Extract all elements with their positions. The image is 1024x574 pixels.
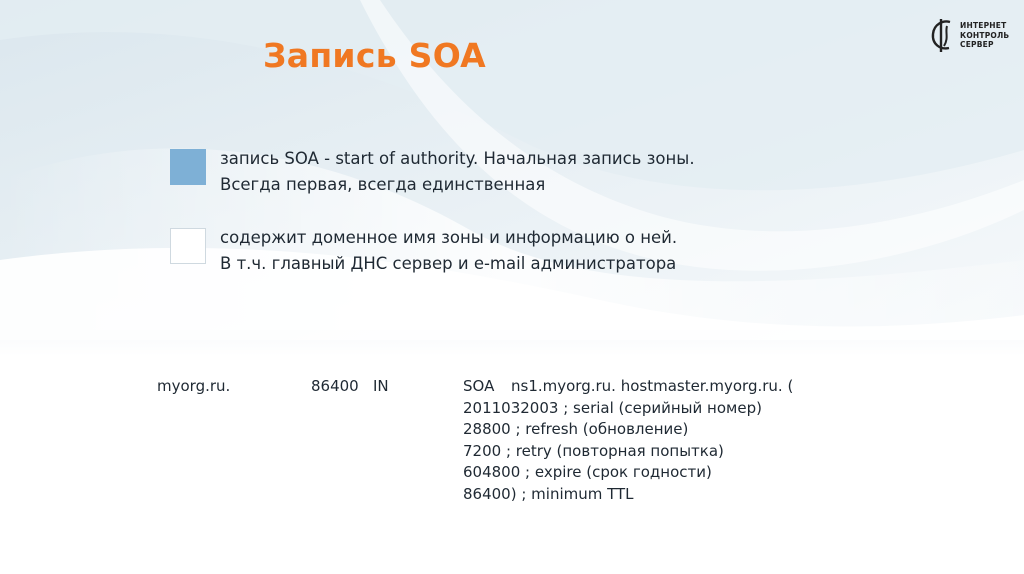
record-fields — [463, 398, 762, 506]
logo-icon — [928, 16, 958, 54]
bullet-line: содержит доменное имя зоны и информацию о ней. — [220, 228, 678, 247]
bullet-text — [220, 225, 780, 277]
record-field-retry: 7200 ; retry (повторная попытка) — [463, 441, 724, 460]
record-name: myorg.ru. — [157, 377, 231, 395]
slide-title: Запись SOA — [263, 36, 487, 75]
bullet-item-1 — [170, 146, 770, 206]
bullet-text — [220, 146, 780, 198]
record-field-serial: 2011032003 ; serial (серийный номер) — [463, 398, 762, 417]
bullet-item-2 — [170, 225, 770, 285]
bullet-line: Всегда первая, всегда единственная — [220, 175, 546, 194]
bullet-marker-blue — [170, 149, 206, 185]
logo-line: КОНТРОЛЬ — [960, 30, 1010, 40]
record-field-expire: 604800 ; expire (срок годности) — [463, 463, 712, 481]
record-class: IN — [373, 377, 389, 395]
record-field-refresh: 28800 ; refresh (обновление) — [463, 420, 689, 438]
record-ns-and-email: ns1.myorg.ru. hostmaster.myorg.ru. ( — [511, 377, 794, 395]
record-ttl: 86400 — [311, 377, 359, 395]
bullet-marker-white — [170, 228, 206, 264]
logo-line: ИНТЕРНЕТ — [960, 21, 1007, 30]
logo-wordmark — [960, 21, 1009, 50]
record-field-minimum: 86400) ; minimum TTL — [463, 484, 634, 503]
bullet-line: запись SOA - start of authority. Начальная запись зоны. — [220, 149, 695, 168]
company-logo — [928, 16, 1018, 56]
logo-line: СЕРВЕР — [960, 40, 994, 49]
record-type: SOA — [463, 377, 495, 395]
bullet-line: В т.ч. главный ДНС сервер и e-mail администратора — [220, 254, 677, 273]
